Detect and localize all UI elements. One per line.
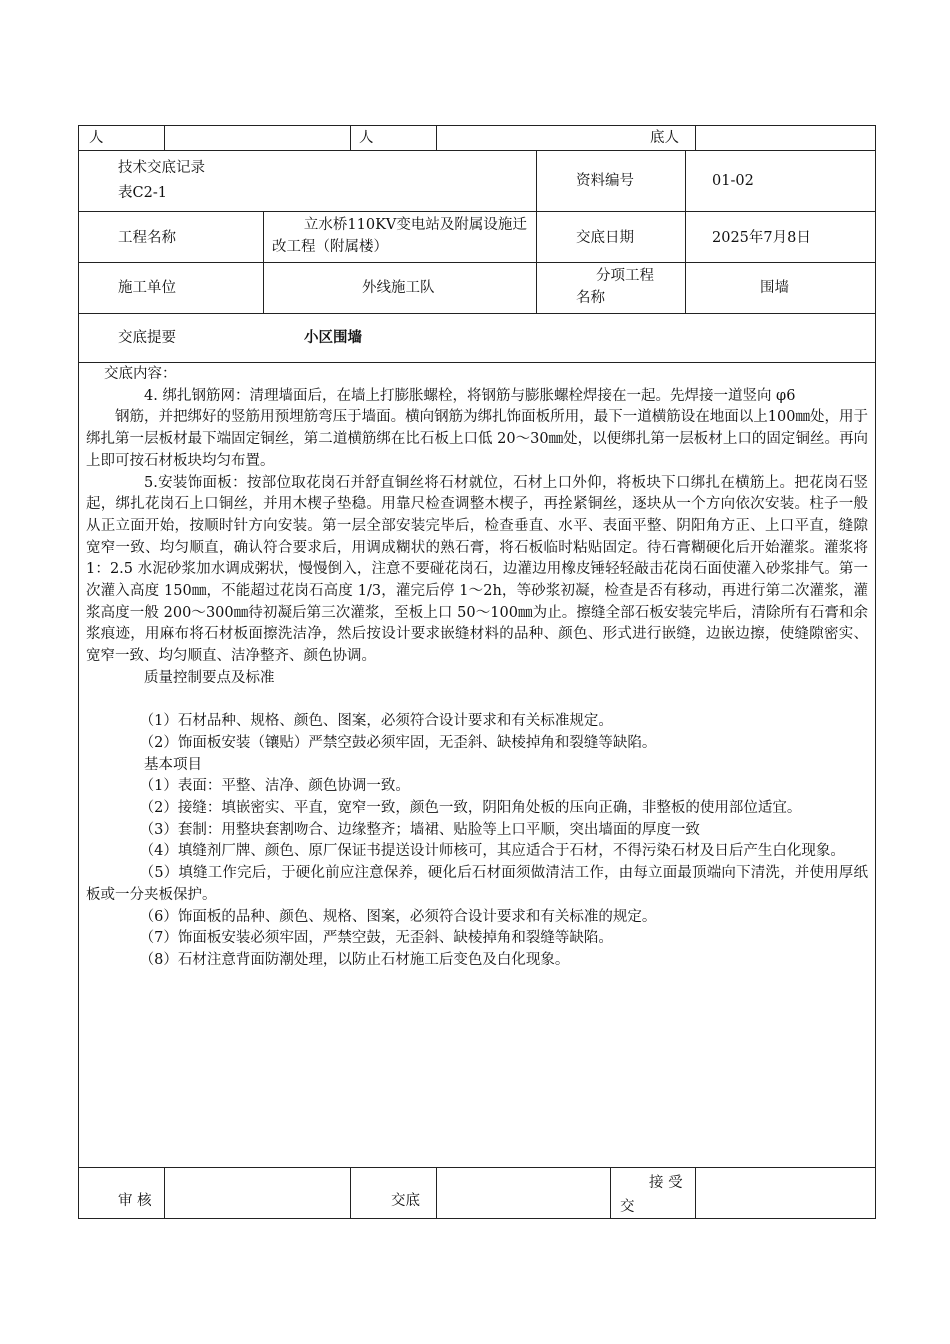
basic-item: （5）填缝工作完后，于硬化前应注意保养，硬化后石材面须做清洁工作，由每立面最顶端向下清洗，并使用厚纸板或一分夹板保护。 xyxy=(86,865,868,903)
col-divider xyxy=(350,1167,351,1219)
receiver-label-2: 交 xyxy=(620,1199,635,1215)
unit-label: 施工单位 xyxy=(118,280,176,296)
unit-value: 外线施工队 xyxy=(362,280,435,296)
content-paragraph: 4. 绑扎钢筋网：清理墙面后，在墙上打膨胀螺栓，将钢筋与膨胀螺栓焊接在一起。先焊接一道竖向 φ6 xyxy=(144,387,796,404)
basic-item: （6）饰面板的品种、颜色、规格、图案，必须符合设计要求和有关标准的规定。 xyxy=(139,908,657,925)
top-row-label-3: 底人 xyxy=(650,130,679,146)
content-paragraph: 5.安装饰面板：按部位取花岗石并舒直铜丝将石材就位，石材上口外仰，将板块下口绑扎在横筋上。把花岗石竖起，绑扎花岗石上口铜丝，并用木楔子垫稳。用靠尺检查调整木楔子，再拴紧铜丝，逐块从一个方向依次安装。柱子一般从正立面开始，按顺时针方向安装。第一层全部安装完毕后，检查垂直、水平、表面平整、阴阳角方正、上口平直，缝隙宽窄一致、均匀顺直，确认符合要求后，用调成糊状的熟石膏，将石板临时粘贴固定。待石膏糊硬化后开始灌浆。灌浆将 1：2.5 水泥砂浆加水调成粥状，慢慢倒入，注意不要碰花岗石，边灌边用橡皮锤轻轻敲击花岗石面使灌入砂浆排气。第一次灌入高度 150㎜，不能超过花岗石高度 1/3，灌完后停 1～2h，等砂浆初凝，检查是否有移动，再进行第二次灌浆，灌浆高度一般 200～300㎜待初凝后第三次灌浆，至板上口 50～100㎜为止。擦缝全部石板安装完毕后，清除所有石膏和余浆痕迹，用麻布将石材板面擦洗洁净，然后按设计要求嵌缝材料的品种、颜色、形式进行嵌缝，边嵌边擦，使缝隙密实、宽窄一致、均匀顺直、洁净整齐、颜色协调。 xyxy=(86,474,868,665)
project-name-label: 工程名称 xyxy=(118,230,176,246)
col-divider xyxy=(350,125,351,150)
col-divider xyxy=(164,1167,165,1219)
quality-item: （1）石材品种、规格、颜色、图案，必须符合设计要求和有关标准规定。 xyxy=(139,713,613,730)
basic-item: （3）套制：用整块套割吻合、边缘整齐；墙裙、贴脸等上口平顺，突出墙面的厚度一致 xyxy=(139,821,700,838)
date-label: 交底日期 xyxy=(576,230,634,246)
doc-no-label: 资料编号 xyxy=(576,173,634,189)
basic-heading: 基本项目 xyxy=(144,756,202,773)
doc-no-value: 01-02 xyxy=(712,173,754,189)
receiver-label: 接 受 xyxy=(649,1175,683,1191)
basic-item: （2）接缝：填嵌密实、平直，宽窄一致，颜色一致，阴阳角处板的压向正确，非整板的使用部位适宜。 xyxy=(139,800,802,817)
sub-project-label: 分项工程名称 xyxy=(576,268,654,306)
handover-label: 交底 xyxy=(391,1193,420,1209)
row-divider xyxy=(78,262,876,263)
basic-item: （1）表面：平整、洁净、颜色协调一致。 xyxy=(139,778,410,795)
form-code: 表C2-1 xyxy=(118,185,167,201)
top-row-label-1: 人 xyxy=(89,130,104,146)
summary-label: 交底提要 xyxy=(118,330,176,346)
col-divider xyxy=(436,125,437,150)
quality-heading: 质量控制要点及标准 xyxy=(144,669,275,686)
col-divider xyxy=(436,1167,437,1219)
basic-item: （8）石材注意背面防潮处理，以防止石材施工后变色及白化现象。 xyxy=(139,951,570,968)
date-value: 2025年7月8日 xyxy=(712,230,811,246)
col-divider xyxy=(164,125,165,150)
col-divider xyxy=(263,211,264,313)
project-name-value: 立水桥110KV变电站及附属设施迁改工程（附属楼） xyxy=(272,217,527,255)
content-heading: 交底内容： xyxy=(104,366,177,382)
review-label: 审 核 xyxy=(118,1193,152,1209)
col-divider xyxy=(695,125,696,150)
col-divider xyxy=(685,150,686,313)
col-divider xyxy=(536,150,537,313)
content-paragraph: 钢筋，并把绑好的竖筋用预埋筋弯压于墙面。横向钢筋为绑扎饰面板所用，最下一道横筋设在地面以上100㎜处，用于绑扎第一层板材最下端固定铜丝，第二道横筋绑在比石板上口低 20～30㎜处，以便绑扎第一层板材上口的固定铜丝。再向上即可按石材板块均匀布置。 xyxy=(86,409,868,469)
col-divider xyxy=(610,1167,611,1219)
row-divider xyxy=(78,1167,876,1168)
summary-value: 小区围墙 xyxy=(304,330,362,346)
top-row-label-2: 人 xyxy=(359,130,374,146)
sub-project-value: 围墙 xyxy=(760,280,789,296)
row-divider xyxy=(78,150,876,151)
quality-item: （2）饰面板安装（镶贴）严禁空鼓必须牢固，无歪斜、缺棱掉角和裂缝等缺陷。 xyxy=(139,734,657,751)
basic-item: （4）填缝剂厂牌、颜色、原厂保证书提送设计师核可，其应适合于石材，不得污染石材及日后产生白化现象。 xyxy=(139,843,845,860)
disclosure-content xyxy=(86,364,868,972)
row-divider xyxy=(78,211,876,212)
basic-item: （7）饰面板安装必须牢固，严禁空鼓，无歪斜、缺棱掉角和裂缝等缺陷。 xyxy=(139,930,613,947)
row-divider xyxy=(78,362,876,363)
form-title: 技术交底记录 xyxy=(118,160,205,176)
row-divider xyxy=(78,313,876,314)
col-divider xyxy=(695,1167,696,1219)
